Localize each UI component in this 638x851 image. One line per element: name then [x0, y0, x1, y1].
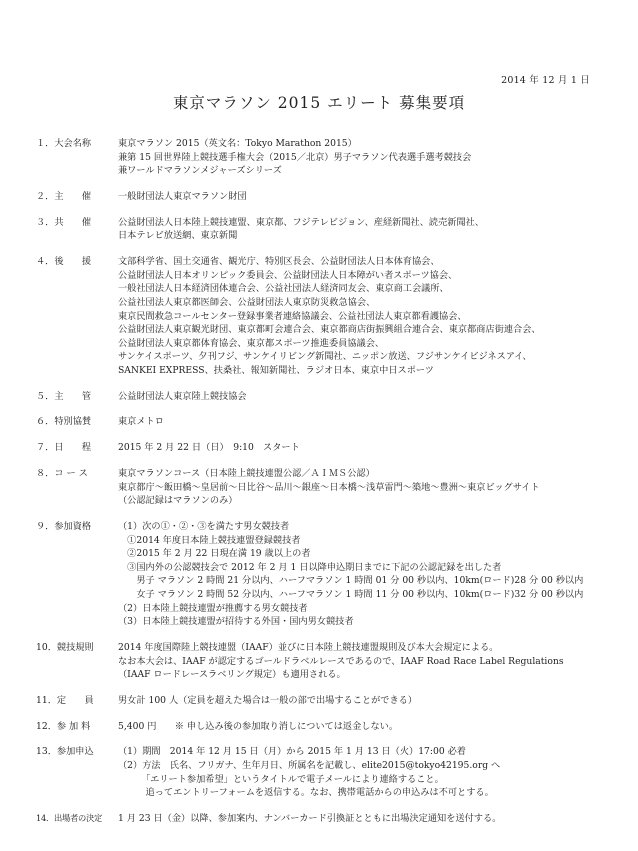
item-label: 13．参加申込	[36, 746, 94, 758]
requirement-item	[36, 190, 616, 204]
item-body	[118, 441, 616, 455]
document-title: 東京マラソン 2015 エリート 募集要項	[172, 94, 466, 112]
item-text-line: ②2015 年 2 月 22 日現在満 19 歳以上の者	[118, 548, 311, 560]
item-label: １．大会名称	[36, 138, 92, 149]
requirement-item	[36, 745, 616, 799]
item-text-line: 2015 年 2 月 22 日（日） 9:10 スタート	[118, 442, 300, 454]
item-text-line: （3）日本陸上競技連盟が招待する外国・国内男女競技者	[118, 616, 354, 628]
item-text-line: なお本大会は、IAAF が認定するゴールドラベルレースであるので、IAAF Road Race Label Regulations	[118, 655, 564, 667]
item-label: ９．参加資格	[36, 520, 92, 532]
item-text-line: 東京都庁～飯田橋～皇居前～日比谷～品川～銀座～日本橋～浅草雷門～築地～豊洲～東京ビッグサイト	[118, 481, 540, 493]
item-body	[118, 137, 616, 178]
item-text-line: 5,400 円 ※ 申し込み後の参加取り消しについては返金しない。	[118, 720, 399, 732]
item-text-line: 兼第 15 回世界陸上競技選手権大会（2015／北京）男子マラソン代表選手選考競技会	[118, 151, 472, 163]
item-label: 12．参 加 料	[36, 720, 91, 732]
item-body	[118, 745, 616, 799]
requirement-item	[36, 255, 616, 377]
requirement-item	[36, 520, 616, 629]
item-text-line: 兼ワールドマラソンメジャーズシリーズ	[118, 165, 282, 177]
item-text-line: 東京メトロ	[118, 416, 164, 428]
item-text-line: 文部科学省、国土交通省、観光庁、特別区長会、公益財団法人日本体育協会、	[118, 256, 440, 268]
item-body	[118, 520, 616, 629]
item-text-line: （2）方法 氏名、フリガナ、生年月日、所属名を記載し、elite2015@tokyo42195.org へ	[118, 760, 501, 772]
requirement-item	[36, 137, 616, 178]
item-label: 10．競技規則	[36, 641, 94, 653]
item-text-line: 女子 マラソン 2 時間 52 分以内、ハーフマラソン 1 時間 11 分 00 秒以内、10km(ロード)32 分 00 秒以内	[118, 588, 584, 600]
item-text-line: 東京民間救急コールセンター登録事業者連絡協議会、公益社団法人東京都看護協会、	[118, 310, 467, 322]
item-body	[118, 812, 616, 826]
document-date: 2014 年 12 月 1 日	[501, 75, 590, 86]
item-label: ４．後 援	[36, 256, 92, 268]
item-text-line: サンケイスポーツ、夕刊フジ、サンケイリビング新聞社、ニッポン放送、フジサンケイビジネスアイ、	[118, 351, 532, 363]
requirement-item	[36, 694, 616, 708]
item-text-line: 公益財団法人日本陸上競技連盟、東京都、フジテレビジョン、産経新聞社、読売新聞社、	[118, 216, 485, 228]
item-text-line: 公益財団法人東京観光財団、東京都町会連合会、東京都商店街振興組合連合会、東京都商店街連合会、	[118, 324, 541, 336]
item-text-line: SANKEI EXPRESS、扶桑社、報知新聞社、ラジオ日本、東京中日スポーツ	[118, 364, 434, 376]
item-label: ７．日 程	[36, 442, 92, 454]
item-text-line: 一般社団法人日本経済団体連合会、公益社団法人経済同友会、東京商工会議所、	[118, 283, 449, 295]
item-text-line: 1 月 23 日（金）以降、参加案内、ナンバーカード引換証とともに出場決定通知を送付する。	[118, 813, 502, 824]
item-text-line: ①2014 年度日本陸上競技連盟登録競技者	[118, 534, 301, 546]
requirement-item	[36, 441, 616, 455]
item-text-line: （IAAF ロードレースラベリング規定）も適用される。	[118, 669, 346, 681]
item-body	[118, 641, 616, 682]
item-text-line: 日本テレビ放送網、東京新聞	[118, 230, 238, 242]
item-text-line: （2）日本陸上競技連盟が推薦する男女競技者	[118, 602, 308, 614]
requirement-item	[36, 415, 616, 429]
item-body	[118, 190, 616, 204]
item-text-line: 公益財団法人日本オリンピック委員会、公益財団法人日本障がい者スポーツ協会、	[118, 269, 458, 281]
item-text-line: （公認記録はマラソンのみ）	[118, 495, 238, 507]
item-label: 11．定 員	[36, 694, 94, 706]
item-body	[118, 415, 616, 429]
item-label: ５．主 管	[36, 390, 92, 402]
requirement-item	[36, 467, 616, 508]
item-text-line: （1）次の①・②・③を満たす男女競技者	[118, 520, 290, 532]
item-text-line: 追ってエントリーフォームを返信する。なお、携帯電話からの申込みは不可とする。	[118, 787, 494, 799]
requirement-item	[36, 812, 616, 826]
item-label: ３．共 催	[36, 216, 92, 228]
requirement-item	[36, 216, 616, 243]
item-label: 14．出場者の決定	[36, 813, 102, 823]
item-text-line: （1）期間 2014 年 12 月 15 日（月）から 2015 年 1 月 13 日（火）17:00 必着	[118, 746, 466, 758]
item-body	[118, 467, 616, 508]
item-text-line: 公益財団法人東京都体育協会、東京都スポーツ推進委員協議会、	[118, 337, 385, 349]
item-text-line: 男女計 100 人（定員を超えた場合は一般の部で出場することができる）	[118, 694, 418, 706]
item-text-line: 2014 年度国際陸上競技連盟（IAAF）並びに日本陸上競技連盟規則及び本大会規定による。	[118, 641, 499, 653]
requirement-item	[36, 720, 616, 734]
item-text-line: 公益財団法人東京陸上競技協会	[118, 390, 247, 402]
requirement-item	[36, 641, 616, 682]
item-label: ６．特別協賛	[36, 416, 92, 428]
item-body	[118, 720, 616, 734]
item-label: ２．主 催	[36, 190, 92, 202]
item-text-line: 東京マラソンコース（日本陸上競技連盟公認／ＡＩＭＳ公認）	[118, 468, 375, 479]
item-text-line: 公益社団法人東京都医師会、公益財団法人東京防災救急協会、	[118, 296, 376, 308]
requirements-list	[36, 137, 616, 838]
item-body	[118, 255, 616, 377]
item-text-line: 男子 マラソン 2 時間 21 分以内、ハーフマラソン 1 時間 01 分 00 秒以内、10km(ロード)28 分 00 秒以内	[118, 575, 584, 587]
item-text-line: 一般財団法人東京マラソン財団	[118, 190, 247, 202]
item-label: ８．コ ー ス	[36, 468, 88, 479]
item-body	[118, 216, 616, 243]
item-text-line: 「エリート参加希望」というタイトルで電子メールにより連絡すること。	[118, 773, 444, 785]
item-body	[118, 390, 616, 404]
item-text-line: ③国内外の公認競技会で 2012 年 2 月 1 日以降申込期日までに下記の公認記録を出した者	[118, 561, 502, 573]
requirement-item	[36, 390, 616, 404]
item-body	[118, 694, 616, 708]
item-text-line: 東京マラソン 2015（英文名：Tokyo Marathon 2015）	[118, 138, 357, 149]
